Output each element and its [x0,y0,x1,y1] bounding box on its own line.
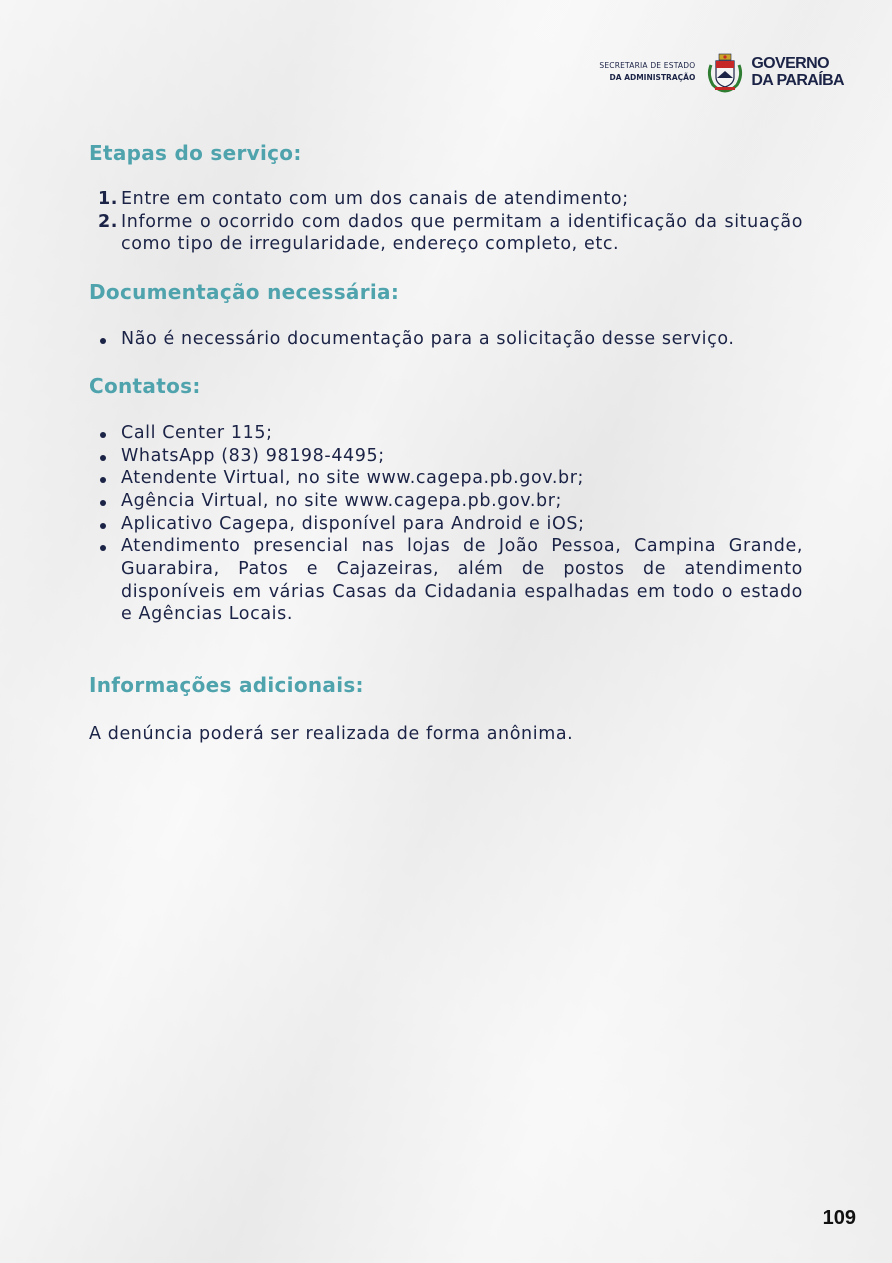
list-text: Aplicativo Cagepa, disponível para Android e iOS; [121,513,585,534]
list-item [89,535,803,626]
list-text: Agência Virtual, no site www.cagepa.pb.gov.br; [121,490,563,511]
page-number: 109 [822,1207,856,1229]
government-line2: DA PARAÍBA [751,72,844,89]
contacts-list [89,422,803,626]
list-number: 2. [98,211,119,232]
list-item [89,513,803,536]
steps-list [89,188,803,256]
government-label [751,55,844,89]
list-text: Call Center 115; [121,422,273,443]
list-item [89,211,803,256]
list-item [89,422,803,445]
documents-heading: Documentação necessária: [89,280,400,305]
list-number: 1. [98,189,119,209]
list-text: Atendente Virtual, no site www.cagepa.pb.gov.br; [121,468,585,489]
bullet-icon [100,338,106,344]
page-content [89,138,803,745]
list-item [89,328,803,351]
list-item [89,188,803,211]
list-item [89,490,803,513]
page-header [599,50,844,94]
paraiba-coat-of-arms-icon [705,51,745,93]
bullet-icon [100,477,106,483]
list-text: Não é necessário documentação para a solicitação desse serviço. [121,329,735,350]
bullet-icon [100,500,106,506]
bullet-icon [100,432,106,438]
list-item [89,467,803,490]
government-line1: GOVERNO [751,55,829,72]
list-item [89,445,803,468]
department-line1: SECRETARIA DE ESTADO [599,61,696,70]
documents-list [89,328,803,351]
bullet-icon [100,455,106,461]
bullet-icon [100,523,106,529]
contacts-heading: Contatos: [89,373,201,398]
department-label [599,60,695,84]
list-text: Atendimento presencial nas lojas de João Pessoa, Campina Grande, Guarabira, Patos e Cajazeiras, além de postos de atendimento disponíveis em várias Casas da Cidadania espalhadas em todo o estado e Agências Locais. [121,536,803,625]
additional-info-text: A denúncia poderá ser realizada de forma anônima. [89,724,574,745]
bullet-icon [100,545,106,551]
list-text: WhatsApp (83) 98198-4495; [121,445,385,466]
list-text: Entre em contato com um dos canais de atendimento; [121,189,629,209]
additional-info-heading: Informações adicionais: [89,673,364,698]
department-line2: DA ADMINISTRAÇÃO [609,73,696,82]
steps-heading: Etapas do serviço: [89,141,302,165]
list-text: Informe o ocorrido com dados que permitam a identificação da situação como tipo de irregularidade, endereço completo, etc. [121,211,803,255]
